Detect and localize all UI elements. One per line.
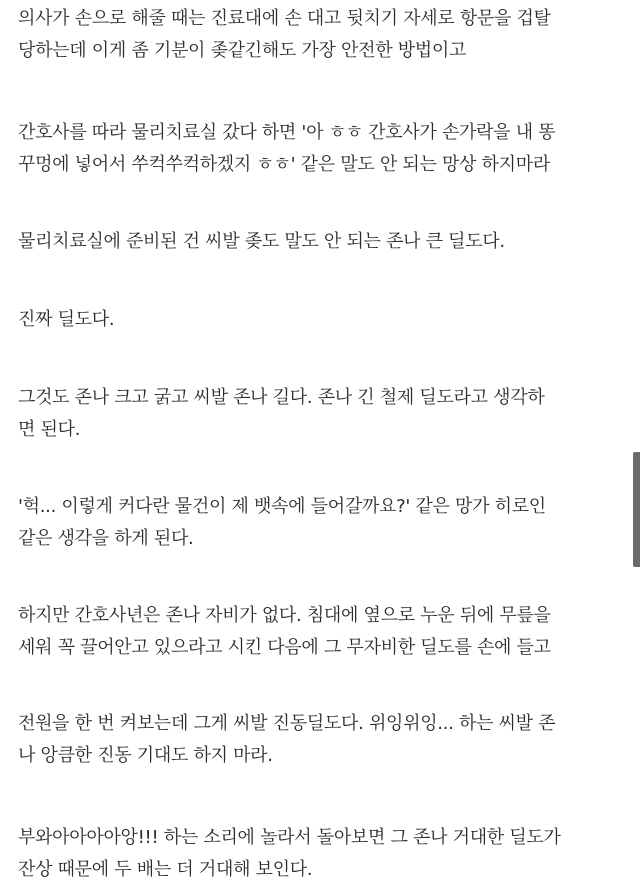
paragraph-line: 부와아아아아앙!!! 하는 소리에 놀라서 돌아보면 그 존나 거대한 딜도가 [18,827,561,848]
paragraph-line: 세워 꼭 끌어안고 있으라고 시킨 다음에 그 무자비한 딜도를 손에 들고 [18,637,551,658]
paragraph-line: 진짜 딜도다. [18,309,115,330]
paragraph-line: 간호사를 따라 물리치료실 갔다 하면 '아 ㅎㅎ 간호사가 손가락을 내 똥 [18,122,556,143]
paragraph-line: 꾸멍에 넣어서 쑤컥쑤컥하겠지 ㅎㅎ' 같은 말도 안 되는 망상 하지마라 [18,154,550,175]
paragraph-line: 당하는데 이게 좀 기분이 좆같긴해도 가장 안전한 방법이고 [18,40,467,61]
paragraph-line: 의사가 손으로 해줄 때는 진료대에 손 대고 뒷치기 자세로 항문을 겁탈 [18,8,551,29]
paragraph-line: 그것도 존나 크고 굵고 씨발 존나 길다. 존나 긴 철제 딜도라고 생각하 [18,387,545,408]
post-paragraph-5 [18,382,624,446]
paragraph-line: 물리치료실에 준비된 건 씨발 좆도 말도 안 되는 존나 큰 딜도다. [18,231,505,252]
paragraph-line: '헉... 이렇게 커다란 물건이 제 뱃속에 들어갈까요?' 같은 망가 히로인 [18,496,546,517]
post-paragraph-1 [18,3,624,67]
paragraph-line: 면 된다. [18,419,81,440]
post-paragraph-3 [18,226,624,258]
post-paragraph-7 [18,600,624,664]
post-paragraph-2 [18,117,624,181]
paragraph-line: 나 앙큼한 진동 기대도 하지 마라. [18,745,273,766]
scrollbar-thumb[interactable] [633,452,640,567]
paragraph-line: 하지만 간호사년은 존나 자비가 없다. 침대에 옆으로 누운 뒤에 무릎을 [18,605,551,626]
post-paragraph-4 [18,304,624,336]
paragraph-line: 전원을 한 번 켜보는데 그게 씨발 진동딜도다. 위잉위잉... 하는 씨발 존 [18,713,556,734]
paragraph-line: 같은 생각을 하게 된다. [18,528,194,549]
paragraph-line: 잔상 때문에 두 배는 더 거대해 보인다. [18,859,313,880]
post-paragraph-9 [18,822,624,886]
post-paragraph-6 [18,491,624,555]
post-paragraph-8 [18,708,624,772]
